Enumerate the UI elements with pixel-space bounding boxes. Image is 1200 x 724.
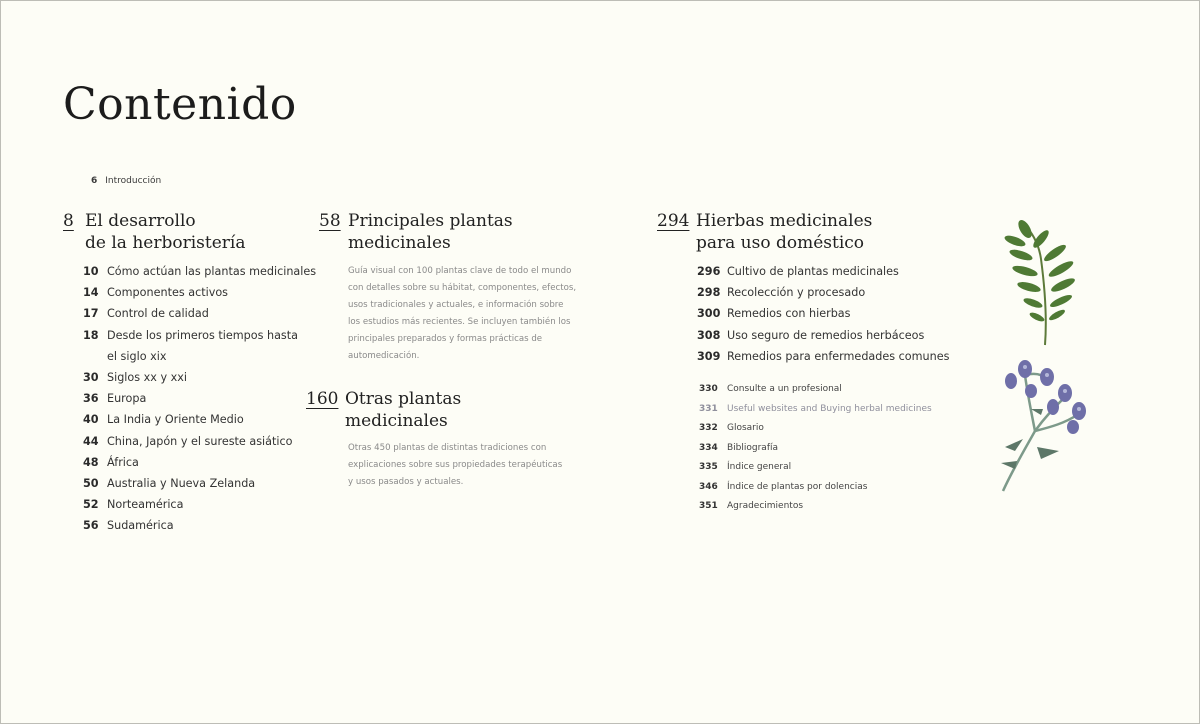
back-matter-entry[interactable]: 331 Useful websites and Buying herbal medicines bbox=[699, 403, 932, 414]
section-title-line-2: para uso doméstico bbox=[696, 233, 865, 253]
toc-entry[interactable]: 56 Sudamérica bbox=[83, 519, 174, 533]
back-matter-list bbox=[699, 380, 932, 517]
toc-entry[interactable]: 309 Remedios para enfermedades comunes bbox=[697, 349, 950, 363]
section-page-number: 294 bbox=[657, 211, 690, 231]
toc-entry[interactable]: 44 China, Japón y el sureste asiático bbox=[83, 434, 293, 448]
page-title: Contenido bbox=[63, 79, 297, 130]
section-3-description: Otras 450 plantas de distintas tradiciones con explicaciones sobre sus propiedades terapéuticas y usos pasados y actuales. bbox=[348, 443, 563, 487]
section-title-line-1: El desarrollo bbox=[85, 211, 196, 231]
section-1-list bbox=[83, 261, 316, 536]
section-title-line-2: medicinales bbox=[345, 411, 448, 431]
back-matter-entry[interactable]: 335 Índice general bbox=[699, 462, 792, 472]
intro-label: Introducción bbox=[105, 176, 162, 186]
section-title-line-2: de la herboristería bbox=[85, 233, 246, 253]
toc-entry[interactable]: 300 Remedios con hierbas bbox=[697, 307, 851, 321]
section-title-line-1: Hierbas medicinales bbox=[696, 211, 873, 231]
toc-entry[interactable]: 298 Recolección y procesado bbox=[697, 286, 866, 300]
section-2-description: Guía visual con 100 plantas clave de todo el mundo con detalles sobre su hábitat, componentes, efectos, usos tradicionales y actuales, e información sobre los estudios más recientes. Se incluyen también los principales preparados y formas prácticas de automedicación. bbox=[348, 266, 577, 361]
section-heading-hierbas[interactable] bbox=[657, 210, 872, 254]
section-page-number: 8 bbox=[63, 211, 74, 231]
toc-entry[interactable]: 40 La India y Oriente Medio bbox=[83, 413, 244, 427]
toc-entry[interactable]: 14 Componentes activos bbox=[83, 286, 229, 300]
section-title-line-2: medicinales bbox=[348, 233, 451, 253]
section-title-line-1: Principales plantas bbox=[348, 211, 513, 231]
back-matter-entry[interactable]: 334 Bibliografía bbox=[699, 442, 779, 453]
back-matter-entry[interactable]: 346 Índice de plantas por dolencias bbox=[699, 481, 868, 492]
toc-entry[interactable]: 52 Norteamérica bbox=[83, 498, 184, 512]
toc-entry[interactable]: 36 Europa bbox=[83, 392, 147, 406]
fern-leaf-icon bbox=[1001, 219, 1085, 347]
toc-entry[interactable]: 18 Desde los primeros tiempos hasta bbox=[83, 328, 299, 342]
sea-holly-flower-icon bbox=[997, 351, 1097, 495]
back-matter-entry[interactable]: 351 Agradecimientos bbox=[699, 501, 804, 511]
toc-entry[interactable]: 30 Siglos xx y xxi bbox=[83, 370, 187, 384]
toc-entry[interactable]: 308 Uso seguro de remedios herbáceos bbox=[697, 328, 925, 342]
toc-entry[interactable]: 50 Australia y Nueva Zelanda bbox=[83, 476, 256, 490]
intro-page-number: 6 bbox=[91, 176, 98, 186]
section-page-number: 58 bbox=[319, 211, 341, 231]
toc-entry[interactable]: 48 África bbox=[83, 455, 139, 469]
back-matter-entry[interactable]: 332 Glosario bbox=[699, 423, 764, 433]
section-heading-desarrollo[interactable] bbox=[63, 210, 245, 254]
toc-entry[interactable]: 17 Control de calidad bbox=[83, 307, 209, 321]
section-page-number: 160 bbox=[306, 389, 339, 409]
toc-entry-continuation[interactable]: el siglo xix bbox=[107, 349, 167, 363]
section-title-line-1: Otras plantas bbox=[345, 389, 462, 409]
back-matter-entry[interactable]: 330 Consulte a un profesional bbox=[699, 384, 842, 394]
section-heading-otras[interactable] bbox=[306, 388, 461, 432]
section-4-list bbox=[697, 261, 949, 367]
toc-entry[interactable]: 296 Cultivo de plantas medicinales bbox=[697, 265, 899, 278]
section-heading-principales[interactable] bbox=[319, 210, 513, 254]
toc-entry[interactable]: 10 Cómo actúan las plantas medicinales bbox=[83, 265, 317, 278]
intro-entry[interactable] bbox=[91, 176, 161, 186]
